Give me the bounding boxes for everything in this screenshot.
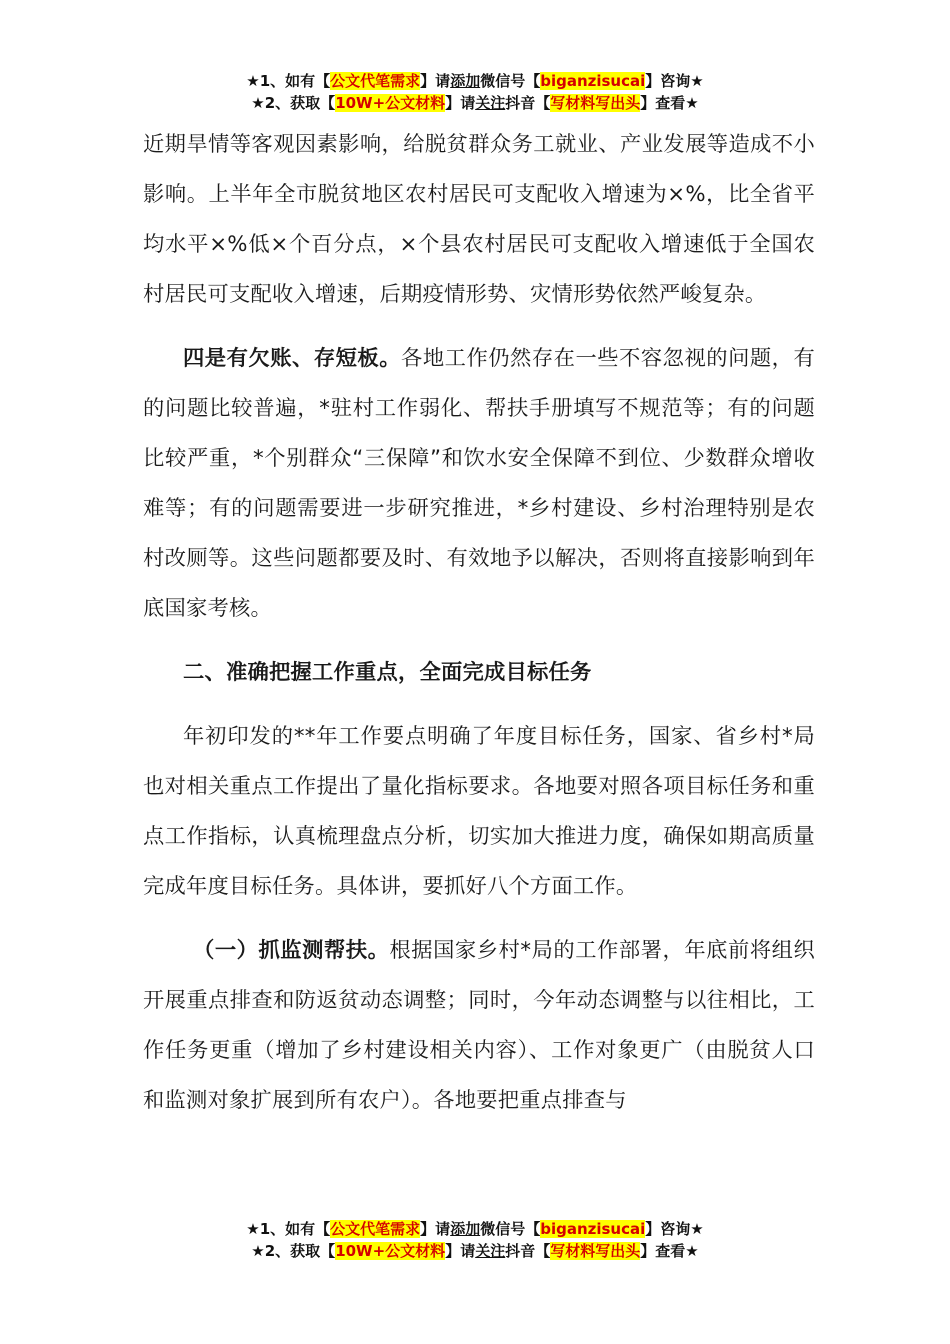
banner-line-1: ★1、如有【公文代笔需求】请添加微信号【biganzisucai】咨询★ <box>246 72 704 90</box>
banner-line-2: ★2、获取【10W+公文材料】请关注抖音【写材料写出头】查看★ <box>251 1242 699 1260</box>
banner-wechat-id: biganzisucai <box>540 72 646 90</box>
paragraph: （一）抓监测帮扶。根据国家乡村*局的工作部署，年底前将组织开展重点排查和防返贫动态调整；同时，今年动态调整与以往相比，工作任务更重（增加了乡村建设相关内容）、工作对象更广（由脱贫人口和监测对象扩展到所有农户）。各地要把重点排查与 <box>143 938 815 1113</box>
footer-banner <box>0 1218 950 1262</box>
paragraph: 近期旱情等客观因素影响，给脱贫群众务工就业、产业发展等造成不小影响。上半年全市脱贫地区农村居民可支配收入增速为×%，比全省平均水平×%低×个百分点，×个县农村居民可支配收入增速低于全国农村居民可支配收入增速，后期疫情形势、灾情形势依然严峻复杂。 <box>143 132 815 307</box>
banner-highlight: 10W+公文材料 <box>335 1242 446 1260</box>
header-banner <box>0 70 950 114</box>
banner-line-1: ★1、如有【公文代笔需求】请添加微信号【biganzisucai】咨询★ <box>246 1220 704 1238</box>
paragraph: 四是有欠账、存短板。各地工作仍然存在一些不容忽视的问题，有的问题比较普遍，*驻村工作弱化、帮扶手册填写不规范等；有的问题比较严重，*个别群众“三保障”和饮水安全保障不到位、少数群众增收难等；有的问题需要进一步研究推进，*乡村建设、乡村治理特别是农村改厕等。这些问题都要及时、有效地予以解决，否则将直接影响到年底国家考核。 <box>143 346 815 621</box>
banner-highlight: 公文代笔需求 <box>330 1220 421 1238</box>
banner-douyin-name: 写材料写出头 <box>550 94 641 112</box>
banner-line-2: ★2、获取【10W+公文材料】请关注抖音【写材料写出头】查看★ <box>251 94 699 112</box>
banner-douyin-name: 写材料写出头 <box>550 1242 641 1260</box>
banner-highlight: 公文代笔需求 <box>330 72 421 90</box>
document-body <box>143 120 815 1126</box>
banner-highlight: 10W+公文材料 <box>335 94 446 112</box>
banner-wechat-id: biganzisucai <box>540 1220 646 1238</box>
paragraph-lead: （一）抓监测帮扶。 <box>193 938 390 963</box>
paragraph-lead: 四是有欠账、存短板。 <box>183 346 402 371</box>
section-heading: 二、准确把握工作重点，全面完成目标任务 <box>183 660 592 685</box>
paragraph: 年初印发的**年工作要点明确了年度目标任务，国家、省乡村*局也对相关重点工作提出了量化指标要求。各地要对照各项目标任务和重点工作指标，认真梳理盘点分析，切实加大推进力度，确保如期高质量完成年度目标任务。具体讲，要抓好八个方面工作。 <box>143 724 815 899</box>
